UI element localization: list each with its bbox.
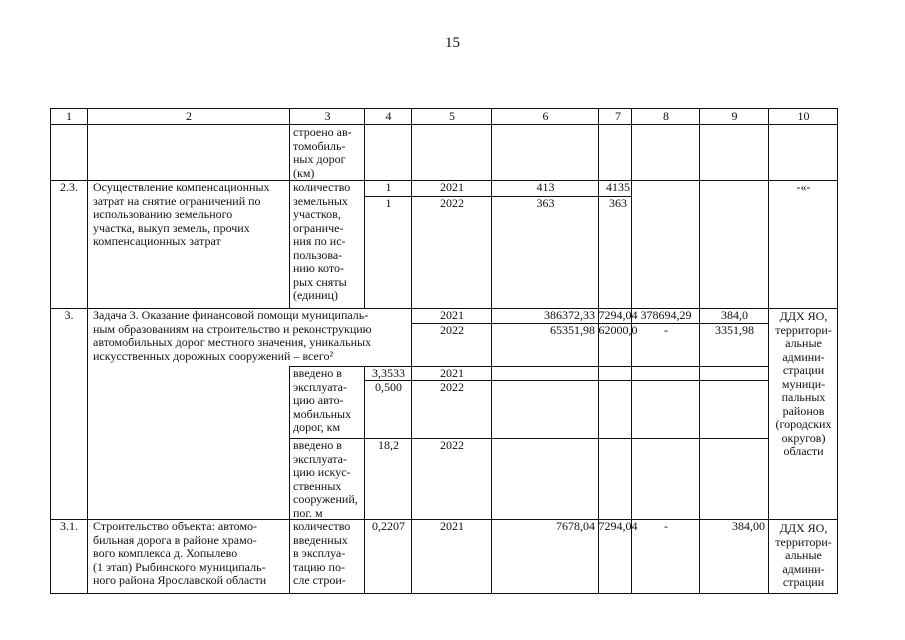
amount-cell: - — [664, 324, 668, 337]
header-col-6: 6 — [542, 109, 549, 123]
executor-cell: ДДХ ЯО, территори- альные админи- страции муници- пальных районов (городских округов) области — [775, 310, 832, 458]
header-col-10: 10 — [797, 109, 810, 123]
amount-cell: 62000,0 — [598, 324, 638, 337]
amount-cell: 7678,04 — [556, 520, 595, 533]
row-number: 3.1. — [60, 520, 78, 533]
row-number: 2.3. — [60, 181, 78, 194]
header-col-7: 7 — [615, 109, 621, 123]
event-name: Осуществление компенсационных затрат на снятие ограничений по использованию земельного участка, выкуп земель, прочих компенсационных затрат — [93, 181, 270, 248]
header-col-8: 8 — [663, 109, 669, 123]
amount-cell: 363 — [609, 197, 627, 210]
amount-cell: 7294,04 — [598, 309, 638, 322]
indicator-value: 3,3533 — [372, 367, 405, 380]
indicator-value: 0,500 — [375, 381, 402, 394]
year-cell: 2021 — [440, 367, 464, 380]
row-number: 3. — [64, 309, 74, 322]
header-col-5: 5 — [449, 109, 455, 123]
amount-cell: 386372,33 — [544, 309, 595, 322]
amount-cell: 378694,29 — [640, 309, 692, 322]
indicator-cell: количество земельных участков, ограниче- ния по ис- пользова- нию кото- рых сняты (единиц) — [293, 181, 351, 302]
indicator-cell: введено в эксплуата- цию авто- мобильных дорог, км — [293, 367, 352, 434]
indicator-cell: строено ав- томобиль- ных дорог (км) — [293, 126, 352, 180]
indicator-cell: введено в эксплуата- цию искус- ственных сооружений, пог. м — [293, 439, 358, 520]
executor-cell: ДДХ ЯО, территори- альные админи- страции — [775, 522, 832, 589]
header-col-9: 9 — [731, 109, 738, 123]
year-cell: 2022 — [440, 439, 464, 452]
amount-cell: 7294,04 — [598, 520, 638, 533]
amount-cell: 3351,98 — [715, 324, 754, 337]
year-cell: 2022 — [440, 197, 464, 210]
amount-cell: 65351,98 — [550, 324, 595, 337]
year-cell: 2021 — [440, 181, 464, 194]
amount-cell: 363 — [536, 197, 555, 210]
task-name: Задача 3. Оказание финансовой помощи муниципаль- ным образованиям на строительство и реконструкцию автомобильных дорог местного значения, уникальных искусственных дорожных сооружений – всего² — [93, 309, 372, 363]
page-number: 15 — [445, 35, 460, 51]
indicator-value: 1 — [385, 181, 392, 194]
amount-cell: - — [664, 520, 668, 533]
document-table — [50, 108, 838, 594]
executor-cell: -«- — [796, 181, 811, 194]
indicator-value: 1 — [385, 197, 392, 210]
header-col-1: 1 — [66, 109, 72, 123]
year-cell: 2022 — [440, 324, 464, 337]
amount-cell: 4135 — [606, 181, 630, 194]
header-col-3: 3 — [324, 109, 331, 123]
indicator-value: 18,2 — [378, 439, 399, 452]
header-col-4: 4 — [385, 109, 392, 123]
year-cell: 2022 — [440, 381, 464, 394]
indicator-value: 0,2207 — [372, 520, 405, 533]
year-cell: 2021 — [440, 309, 464, 322]
object-name: Строительство объекта: автомо- бильная дорога в районе храмо- вого комплекса д. Хопылево (1 этап) Рыбинского муниципаль- ного района Ярославской области — [93, 520, 267, 587]
header-col-2: 2 — [186, 109, 192, 123]
amount-cell: 384,0 — [721, 309, 748, 322]
amount-cell: 384,00 — [732, 520, 765, 533]
amount-cell: 413 — [536, 181, 555, 194]
year-cell: 2021 — [440, 520, 464, 533]
indicator-cell: количество введенных в эксплуа- тацию по- сле строи- — [293, 520, 351, 587]
